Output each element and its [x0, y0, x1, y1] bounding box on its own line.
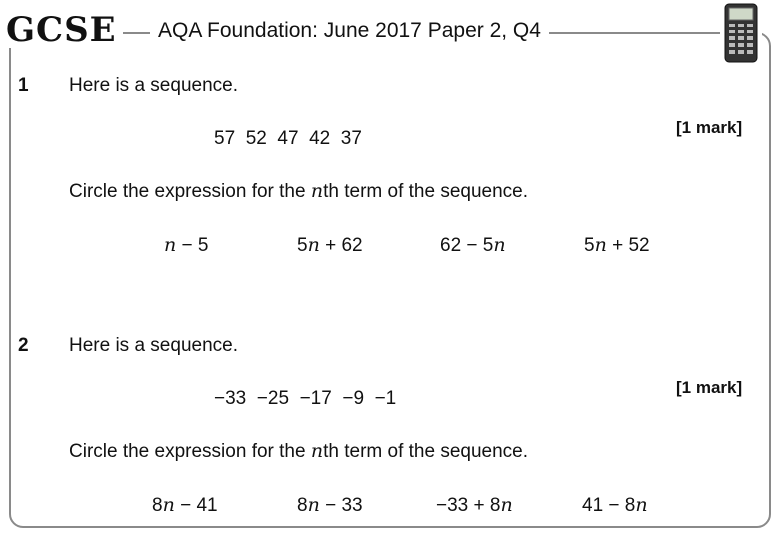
question-1-sequence: 57 52 47 42 37: [214, 128, 362, 149]
gcse-logo: GCSE: [6, 12, 123, 48]
question-2-option-1[interactable]: 8n − 41: [152, 494, 218, 516]
question-1-number: 1: [18, 75, 29, 96]
question-1-marks: [1 mark]: [676, 118, 743, 137]
question-2-option-4[interactable]: 41 − 8n: [582, 494, 648, 516]
question-1-option-2[interactable]: 5n + 62: [297, 234, 363, 256]
question-2-option-2[interactable]: 8n − 33: [297, 494, 363, 516]
question-2-marks: [1 mark]: [676, 378, 743, 397]
question-2-instruction: Circle the expression for the nth term of the sequence.: [69, 440, 528, 462]
question-2-option-3[interactable]: −33 + 8n: [436, 494, 513, 516]
calculator-icon: [720, 3, 762, 63]
question-2-sequence: −33 −25 −17 −9 −1: [214, 388, 397, 409]
page-title: AQA Foundation: June 2017 Paper 2, Q4: [150, 16, 549, 46]
question-1-option-4[interactable]: 5n + 52: [584, 234, 650, 256]
question-1-instruction: Circle the expression for the nth term of the sequence.: [69, 180, 528, 202]
question-1-intro: Here is a sequence.: [69, 75, 238, 96]
question-1-option-1[interactable]: n − 5: [164, 234, 209, 256]
question-2-number: 2: [18, 335, 29, 356]
question-1-option-3[interactable]: 62 − 5n: [440, 234, 506, 256]
question-2-intro: Here is a sequence.: [69, 335, 238, 356]
